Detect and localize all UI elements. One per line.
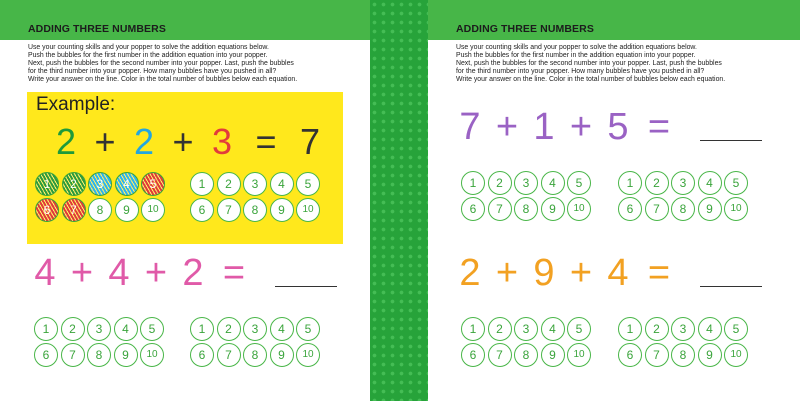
bubble-2[interactable]: 2 — [488, 171, 512, 195]
term-1: 7 — [459, 105, 481, 148]
instruction-line: Use your counting skills and your popper to solve the addition equations below. — [28, 44, 269, 51]
bubble-3[interactable]: 3 — [88, 172, 112, 196]
bubble-6[interactable]: 6 — [35, 198, 59, 222]
bubble-8[interactable]: 8 — [514, 343, 538, 367]
instructions — [28, 44, 364, 84]
bubble-7[interactable]: 7 — [217, 198, 241, 222]
term-2: 2 — [133, 121, 155, 162]
equals-sign: = — [647, 251, 671, 294]
bubble-4[interactable]: 4 — [115, 172, 139, 196]
bubble-5[interactable]: 5 — [141, 172, 165, 196]
bubble-6[interactable]: 6 — [34, 343, 58, 367]
term-3: 4 — [607, 251, 629, 294]
bubble-7[interactable]: 7 — [62, 198, 86, 222]
equals-sign: = — [222, 251, 246, 294]
plus-sign: + — [144, 251, 168, 294]
bubble-grid — [618, 317, 748, 367]
bubble-8[interactable]: 8 — [243, 198, 267, 222]
example-label: Example: — [36, 94, 116, 115]
bubble-3[interactable]: 3 — [243, 172, 267, 196]
bubble-3[interactable]: 3 — [87, 317, 111, 341]
bubble-5[interactable]: 5 — [567, 317, 591, 341]
bubble-3[interactable]: 3 — [671, 317, 695, 341]
bubble-8[interactable]: 8 — [671, 343, 695, 367]
instruction-line: Write your answer on the line. Color in the total number of bubbles below each equation. — [28, 76, 298, 84]
answer: 7 — [299, 121, 321, 162]
bubble-7[interactable]: 7 — [488, 343, 512, 367]
bubble-2[interactable]: 2 — [645, 317, 669, 341]
bubble-6[interactable]: 6 — [618, 343, 642, 367]
bubble-5[interactable]: 5 — [140, 317, 164, 341]
plus-sign: + — [569, 251, 593, 294]
bubble-5[interactable]: 5 — [296, 317, 320, 341]
bubble-5[interactable]: 5 — [724, 171, 748, 195]
bubble-6[interactable]: 6 — [461, 197, 485, 221]
term-2: 9 — [533, 251, 555, 294]
bubble-9[interactable]: 9 — [115, 198, 139, 222]
answer-line[interactable] — [700, 286, 762, 287]
bubble-7[interactable]: 7 — [61, 343, 85, 367]
instruction-line: for the third number into your popper. How many bubbles have you pushed in all? — [456, 68, 705, 76]
bubble-10[interactable]: 10 — [724, 343, 748, 367]
instruction-line: for the third number into your popper. How many bubbles have you pushed in all? — [28, 68, 277, 76]
left-page — [0, 0, 370, 401]
bubble-6[interactable]: 6 — [618, 197, 642, 221]
bubble-6[interactable]: 6 — [190, 343, 214, 367]
bubble-9[interactable]: 9 — [270, 343, 294, 367]
bubble-1[interactable]: 1 — [35, 172, 59, 196]
bubble-8[interactable]: 8 — [514, 197, 538, 221]
bubble-5[interactable]: 5 — [567, 171, 591, 195]
bubble-2[interactable]: 2 — [217, 172, 241, 196]
right-page — [428, 0, 800, 401]
term-2: 1 — [533, 105, 555, 148]
term-1: 4 — [34, 251, 56, 294]
bubble-5[interactable]: 5 — [724, 317, 748, 341]
term-1: 2 — [55, 121, 77, 162]
bubble-9[interactable]: 9 — [114, 343, 138, 367]
term-3: 3 — [211, 121, 233, 162]
bubble-grid — [34, 317, 164, 367]
plus-sign: + — [94, 121, 116, 162]
bubble-4[interactable]: 4 — [541, 171, 565, 195]
bubble-1[interactable]: 1 — [461, 171, 485, 195]
bubble-10[interactable]: 10 — [296, 343, 320, 367]
bubble-8[interactable]: 8 — [671, 197, 695, 221]
bubble-7[interactable]: 7 — [488, 197, 512, 221]
bubble-6[interactable]: 6 — [461, 343, 485, 367]
bubble-6[interactable]: 6 — [190, 198, 214, 222]
answer-line[interactable] — [700, 140, 762, 141]
bubble-7[interactable]: 7 — [645, 197, 669, 221]
bubble-4[interactable]: 4 — [698, 317, 722, 341]
bubble-2[interactable]: 2 — [217, 317, 241, 341]
instruction-line: Use your counting skills and your popper to solve the addition equations below. — [456, 44, 697, 51]
bubble-9[interactable]: 9 — [698, 197, 722, 221]
page-title: ADDING THREE NUMBERS — [456, 23, 594, 35]
bubble-9[interactable]: 9 — [698, 343, 722, 367]
bubble-3[interactable]: 3 — [514, 317, 538, 341]
bubble-10[interactable]: 10 — [724, 197, 748, 221]
bubble-grid — [190, 317, 320, 367]
bubble-grid — [461, 171, 591, 221]
instructions — [456, 44, 792, 84]
plus-sign: + — [70, 251, 94, 294]
bubble-4[interactable]: 4 — [698, 171, 722, 195]
bubble-9[interactable]: 9 — [541, 197, 565, 221]
bubble-1[interactable]: 1 — [34, 317, 58, 341]
bubble-10[interactable]: 10 — [296, 198, 320, 222]
bubble-4[interactable]: 4 — [114, 317, 138, 341]
bubble-1[interactable]: 1 — [461, 317, 485, 341]
answer-line[interactable] — [275, 286, 337, 287]
bubble-2[interactable]: 2 — [488, 317, 512, 341]
example-box — [27, 92, 343, 244]
instruction-line: Next, push the bubbles for the second number into your popper. Last, push the bubbles — [28, 60, 294, 68]
bubble-10[interactable]: 10 — [140, 343, 164, 367]
bubble-2[interactable]: 2 — [61, 317, 85, 341]
bubble-10[interactable]: 10 — [141, 198, 165, 222]
term-3: 5 — [607, 105, 629, 148]
bubble-8[interactable]: 8 — [243, 343, 267, 367]
bubble-7[interactable]: 7 — [645, 343, 669, 367]
bubble-1[interactable]: 1 — [618, 317, 642, 341]
book-spine — [370, 0, 428, 401]
bubble-2[interactable]: 2 — [62, 172, 86, 196]
term-3: 2 — [182, 251, 204, 294]
example-equation — [53, 122, 323, 162]
plus-sign: + — [569, 105, 593, 148]
page-title: ADDING THREE NUMBERS — [28, 23, 166, 35]
bubble-5[interactable]: 5 — [296, 172, 320, 196]
instruction-line: Write your answer on the line. Color in the total number of bubbles below each equation. — [456, 76, 726, 84]
bubble-1[interactable]: 1 — [190, 172, 214, 196]
bubble-4[interactable]: 4 — [541, 317, 565, 341]
bubble-9[interactable]: 9 — [270, 198, 294, 222]
plus-sign: + — [495, 251, 519, 294]
term-2: 4 — [108, 251, 130, 294]
bubble-8[interactable]: 8 — [87, 343, 111, 367]
bubble-grid — [461, 317, 591, 367]
equation-problem — [33, 252, 337, 294]
equation-problem — [458, 252, 762, 294]
plus-sign: + — [495, 105, 519, 148]
bubble-3[interactable]: 3 — [243, 317, 267, 341]
plus-sign: + — [172, 121, 194, 162]
equation-problem — [458, 106, 762, 148]
bubble-4[interactable]: 4 — [270, 172, 294, 196]
bubble-9[interactable]: 9 — [541, 343, 565, 367]
bubble-1[interactable]: 1 — [618, 171, 642, 195]
term-1: 2 — [459, 251, 481, 294]
bubble-10[interactable]: 10 — [567, 343, 591, 367]
bubble-8[interactable]: 8 — [88, 198, 112, 222]
instruction-line: Push the bubbles for the first number in the addition equation into your popper. — [456, 52, 696, 60]
instruction-line: Next, push the bubbles for the second number into your popper. Last, push the bubbles — [456, 60, 722, 68]
bubble-10[interactable]: 10 — [567, 197, 591, 221]
bubble-1[interactable]: 1 — [190, 317, 214, 341]
example-bubble-grid — [190, 172, 320, 222]
bubble-3[interactable]: 3 — [514, 171, 538, 195]
equals-sign: = — [647, 105, 671, 148]
bubble-4[interactable]: 4 — [270, 317, 294, 341]
bubble-2[interactable]: 2 — [645, 171, 669, 195]
example-bubble-grid-colored — [35, 172, 165, 222]
equals-sign: = — [255, 121, 277, 162]
bubble-grid — [618, 171, 748, 221]
bubble-7[interactable]: 7 — [217, 343, 241, 367]
bubble-3[interactable]: 3 — [671, 171, 695, 195]
instruction-line: Push the bubbles for the first number in the addition equation into your popper. — [28, 52, 268, 60]
